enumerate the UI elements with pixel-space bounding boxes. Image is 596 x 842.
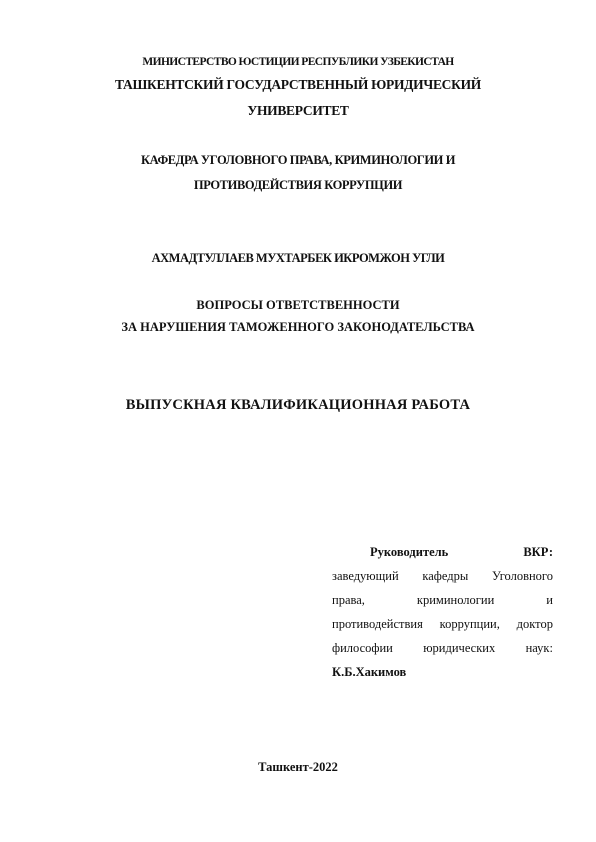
supervisor-word: противодействия [332, 617, 423, 631]
thesis-title-line-1: ВОПРОСЫ ОТВЕТСТВЕННОСТИ [196, 298, 400, 312]
work-type: ВЫПУСКНАЯ КВАЛИФИКАЦИОННАЯ РАБОТА [125, 397, 471, 413]
supervisor-heading [332, 540, 553, 564]
university-name-line-2: УНИВЕРСИТЕТ [247, 103, 349, 118]
supervisor-word: философии [332, 641, 393, 655]
supervisor-word: права, [332, 593, 365, 607]
department-name-line-1: КАФЕДРА УГОЛОВНОГО ПРАВА, КРИМИНОЛОГИИ И [140, 153, 456, 167]
supervisor-position-line [332, 612, 553, 636]
supervisor-word: Уголовного [491, 569, 553, 583]
supervisor-name: К.Б.Хакимов [332, 665, 407, 679]
department-name-line-2: ПРОТИВОДЕЙСТВИЯ КОРРУПЦИИ [193, 178, 403, 192]
supervisor-word: юридических [423, 641, 496, 655]
supervisor-heading-label: Руководитель [370, 545, 449, 559]
supervisor-heading-suffix: ВКР: [523, 545, 553, 559]
supervisor-word: заведующий [332, 569, 399, 583]
city-year: Ташкент-2022 [258, 760, 338, 774]
supervisor-word: доктор [516, 617, 553, 631]
supervisor-word: и [546, 593, 553, 607]
supervisor-block [332, 540, 553, 684]
supervisor-word: наук: [525, 641, 553, 655]
thesis-title-line-2: ЗА НАРУШЕНИЯ ТАМОЖЕННОГО ЗАКОНОДАТЕЛЬСТВА [121, 320, 475, 334]
supervisor-word: коррупции, [439, 617, 500, 631]
supervisor-position-line [332, 588, 553, 612]
supervisor-position-line [332, 564, 553, 588]
supervisor-word: кафедры [422, 569, 469, 583]
ministry-name: МИНИСТЕРСТВО ЮСТИЦИИ РЕСПУБЛИКИ УЗБЕКИСТАН [142, 56, 454, 68]
university-name-line-1: ТАШКЕНТСКИЙ ГОСУДАРСТВЕННЫЙ ЮРИДИЧЕСКИЙ [115, 77, 481, 92]
supervisor-position-line [332, 636, 553, 660]
author-name: АХМАДТУЛЛАЕВ МУХТАРБЕК ИКРОМЖОН УГЛИ [151, 251, 445, 265]
supervisor-word: криминологии [416, 593, 495, 607]
